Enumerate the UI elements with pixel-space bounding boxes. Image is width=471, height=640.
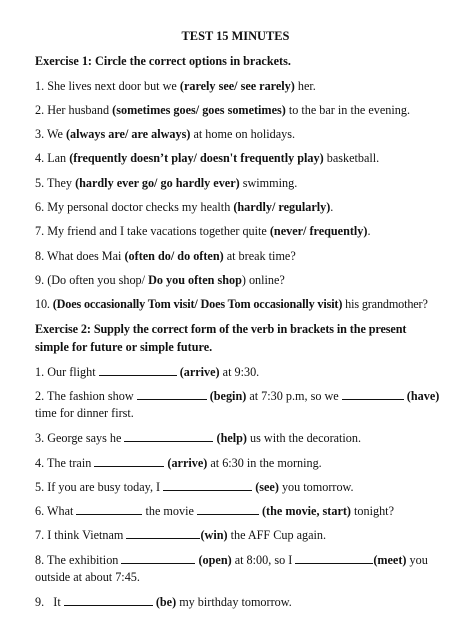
answer-blank[interactable] xyxy=(99,364,177,376)
item-text: his grandmother? xyxy=(342,297,428,311)
ex1-item-9 xyxy=(35,272,465,288)
answer-blank[interactable] xyxy=(64,594,153,606)
answer-blank[interactable] xyxy=(137,388,207,400)
ex2-item-7 xyxy=(35,527,465,543)
item-text: you xyxy=(406,553,428,567)
answer-blank[interactable] xyxy=(342,388,404,400)
item-options: (hardly ever go/ go hardly ever) xyxy=(75,176,240,190)
item-text: 6. What xyxy=(35,504,77,518)
ex2-item-9 xyxy=(35,594,465,610)
verb-prompt: (open) xyxy=(198,553,232,567)
ex1-item-3 xyxy=(35,126,465,142)
item-text: 10. xyxy=(35,297,53,311)
item-text: the AFF Cup again. xyxy=(227,528,327,542)
item-options: Do you often shop xyxy=(148,273,242,287)
item-options: (rarely see/ see rarely) xyxy=(179,79,295,93)
answer-blank[interactable] xyxy=(163,479,252,491)
item-text: 6. My personal doctor checks my health xyxy=(35,200,234,214)
item-text: basketball. xyxy=(323,151,380,165)
ex2-item-2-continued: time for dinner first. xyxy=(35,406,134,420)
ex2-item-6 xyxy=(35,503,465,519)
item-text: ) online? xyxy=(241,273,285,287)
item-text: 7. My friend and I take vacations together quite xyxy=(35,224,270,238)
exercise2-heading-line1: Exercise 2: Supply the correct form of the verb in brackets in the present xyxy=(35,322,407,336)
item-text: 5. They xyxy=(35,176,76,190)
ex1-item-10 xyxy=(35,296,465,312)
ex1-item-2 xyxy=(35,102,465,118)
item-text: at 9:30. xyxy=(219,365,260,379)
verb-prompt: (have) xyxy=(406,389,440,403)
item-text: 4. The train xyxy=(35,456,95,470)
item-text: 4. Lan xyxy=(35,151,70,165)
item-text: 1. Our flight xyxy=(35,365,99,379)
item-text: you tomorrow. xyxy=(278,480,354,494)
item-text: at 7:30 p.m, so we xyxy=(246,389,342,403)
ex1-item-1 xyxy=(35,78,465,94)
item-options: (often do/ do often) xyxy=(124,249,224,263)
item-text: 5. If you are busy today, I xyxy=(35,480,164,494)
item-text: tonight? xyxy=(350,504,394,518)
item-text: 7. I think Vietnam xyxy=(35,528,127,542)
ex2-item-5 xyxy=(35,479,465,495)
item-options: (Does occasionally Tom visit/ Does Tom occasionally visit) xyxy=(52,297,343,311)
item-options: (frequently doesn’t play/ doesn't frequently play) xyxy=(69,151,324,165)
item-options: (always are/ are always) xyxy=(65,127,191,141)
answer-blank[interactable] xyxy=(197,503,259,515)
item-text: swimming. xyxy=(239,176,298,190)
verb-prompt: (meet) xyxy=(373,553,407,567)
item-text: my birthday tomorrow. xyxy=(176,595,292,609)
ex2-item-2 xyxy=(35,388,465,404)
ex1-item-4 xyxy=(35,150,465,166)
answer-blank[interactable] xyxy=(126,527,200,539)
item-text: us with the decoration. xyxy=(246,431,362,445)
item-text: 2. The fashion show xyxy=(35,389,137,403)
verb-prompt: (arrive) xyxy=(167,456,208,470)
verb-prompt: (begin) xyxy=(209,389,247,403)
ex1-item-6 xyxy=(35,199,465,215)
item-text: 1. She lives next door but we xyxy=(35,79,180,93)
item-text: at 8:00, so I xyxy=(231,553,296,567)
item-text: at home on holidays. xyxy=(190,127,295,141)
answer-blank[interactable] xyxy=(124,430,213,442)
verb-prompt: (help) xyxy=(216,431,247,445)
verb-prompt: (the movie, start) xyxy=(261,504,351,518)
item-text: . xyxy=(330,200,334,214)
ex1-item-5 xyxy=(35,175,465,191)
verb-prompt: (win) xyxy=(200,528,228,542)
item-text: 8. The exhibition xyxy=(35,553,122,567)
ex1-item-7 xyxy=(35,223,465,239)
item-text: 3. George says he xyxy=(35,431,125,445)
item-text: 9. (Do often you shop/ xyxy=(35,273,149,287)
ex2-item-8-continued: outside at about 7:45. xyxy=(35,570,140,584)
item-text: 9. It xyxy=(35,595,64,609)
answer-blank[interactable] xyxy=(121,552,195,564)
item-text: at break time? xyxy=(223,249,296,263)
worksheet-title: TEST 15 MINUTES xyxy=(181,29,290,43)
verb-prompt: (see) xyxy=(255,480,279,494)
item-options: (hardly/ regularly) xyxy=(233,200,331,214)
exercise2-heading-line2: simple for future or simple future. xyxy=(35,340,213,354)
exercise1-heading: Exercise 1: Circle the correct options in brackets. xyxy=(35,54,291,68)
answer-blank[interactable] xyxy=(295,552,373,564)
item-text: 2. Her husband xyxy=(35,103,113,117)
ex2-item-8 xyxy=(35,552,465,568)
item-text: . xyxy=(367,224,371,238)
answer-blank[interactable] xyxy=(94,455,164,467)
answer-blank[interactable] xyxy=(76,503,142,515)
item-options: (never/ frequently) xyxy=(269,224,368,238)
item-text: her. xyxy=(294,79,316,93)
item-text: the movie xyxy=(142,504,197,518)
verb-prompt: (arrive) xyxy=(179,365,220,379)
item-options: (sometimes goes/ goes sometimes) xyxy=(112,103,286,117)
ex2-item-4 xyxy=(35,455,465,471)
ex1-item-8 xyxy=(35,248,465,264)
item-text: at 6:30 in the morning. xyxy=(207,456,322,470)
verb-prompt: (be) xyxy=(155,595,177,609)
item-text: 8. What does Mai xyxy=(35,249,125,263)
item-text: 3. We xyxy=(35,127,66,141)
ex2-item-1 xyxy=(35,364,465,380)
ex2-item-3 xyxy=(35,430,465,446)
item-text: to the bar in the evening. xyxy=(285,103,411,117)
